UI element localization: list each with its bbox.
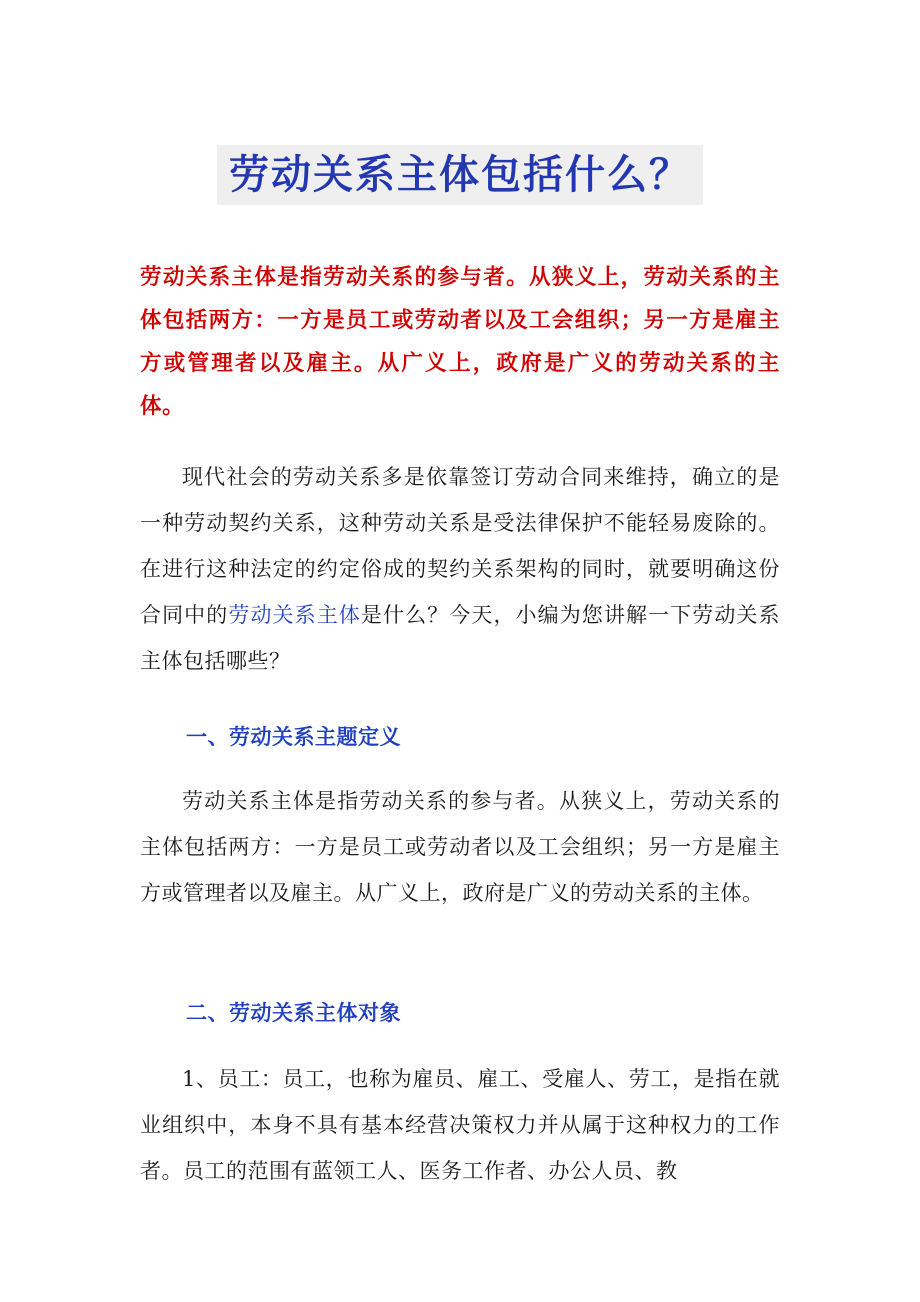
intro-paragraph — [140, 454, 780, 684]
definition-paragraph: 劳动关系主体是指劳动关系的参与者。从狭义上，劳动关系的主体包括两方：一方是员工或劳动者以及工会组织；另一方是雇主方或管理者以及雇主。从广义上，政府是广义的劳动关系的主体。 — [140, 789, 780, 905]
employee-paragraph: 1、员工：员工，也称为雇员、雇工、受雇人、劳工，是指在就业组织中，本身不具有基本经营决策权力并从属于这种权力的工作者。员工的范围有蓝领工人、医务工作者、办公人员、教 — [140, 1067, 780, 1183]
intro-text-before-link: 现代社会的劳动关系多是依靠签订劳动合同来维持，确立的是一种劳动契约关系，这种劳动关系是受法律保护不能轻易废除的。在进行这种法定的约定俗成的契约关系架构的同时，就要明确这份合同中的 — [140, 465, 780, 627]
page-title: 劳动关系主体包括什么？ — [217, 145, 703, 205]
summary-paragraph: 劳动关系主体是指劳动关系的参与者。从狭义上，劳动关系的主体包括两方：一方是员工或劳动者以及工会组织；另一方是雇主方或管理者以及雇主。从广义上，政府是广义的劳动关系的主体。 — [140, 265, 780, 419]
labor-relation-subject-link[interactable]: 劳动关系主体 — [228, 603, 361, 627]
section-heading-objects: 二、劳动关系主体对象 — [186, 1000, 401, 1025]
section-heading-definition: 一、劳动关系主题定义 — [186, 724, 401, 749]
intro-text-after-link: 是什么？今天，小编为您讲解一下劳动关系主体包括哪些？ — [140, 603, 781, 673]
title-container — [0, 118, 920, 232]
